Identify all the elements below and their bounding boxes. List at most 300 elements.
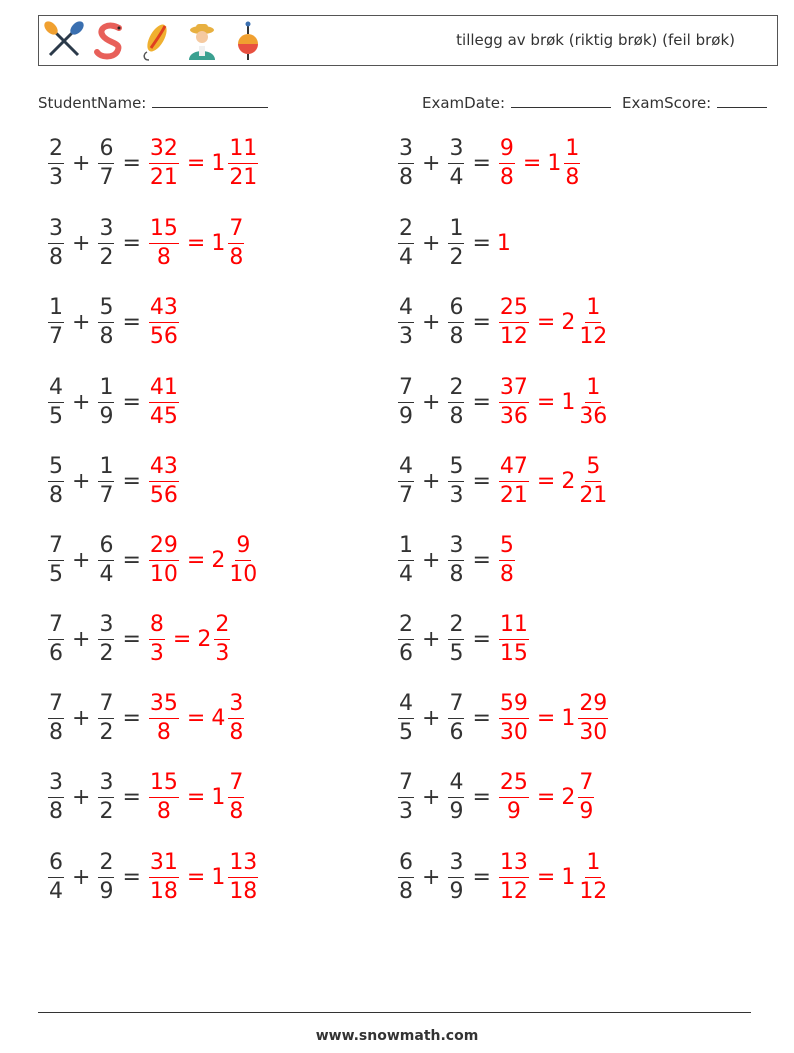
- answer-mixed-fraction: [228, 215, 244, 270]
- plus-sign: +: [72, 547, 91, 573]
- addend-b-denominator: 2: [99, 798, 114, 824]
- answer-improper-fraction: [499, 690, 529, 745]
- student-name-field[interactable]: [38, 92, 268, 112]
- answer-equals-sign: =: [536, 784, 556, 810]
- answer-mixed-fraction-numerator: 1: [585, 852, 601, 878]
- addend-b-denominator: 8: [449, 561, 464, 587]
- addend-a-numerator: 4: [48, 377, 64, 403]
- problem-row: [46, 449, 181, 513]
- addend-b: [98, 532, 114, 587]
- problem-row: [396, 211, 511, 275]
- addend-b-numerator: 2: [448, 377, 464, 403]
- addend-a: [48, 135, 64, 190]
- problem-row: [46, 211, 246, 275]
- answer: [147, 849, 260, 904]
- answer-improper-fraction-numerator: 25: [499, 297, 529, 323]
- equals-sign: =: [472, 784, 491, 810]
- addend-a: [48, 690, 64, 745]
- answer-improper-fraction-numerator: 43: [149, 297, 179, 323]
- answer-improper-fraction: [499, 453, 529, 508]
- addend-b: [98, 294, 114, 349]
- answer-mixed-fraction-denominator: 9: [579, 798, 594, 824]
- addend-b-denominator: 7: [99, 164, 114, 190]
- equals-sign: =: [472, 150, 491, 176]
- equals-sign: =: [472, 309, 491, 335]
- plus-sign: +: [422, 547, 441, 573]
- answer-mixed-fraction-numerator: 1: [585, 297, 601, 323]
- plus-sign: +: [422, 230, 441, 256]
- addend-b-numerator: 5: [448, 456, 464, 482]
- answer-equals-sign: =: [186, 705, 206, 731]
- addend-b-numerator: 7: [448, 693, 464, 719]
- addend-b-numerator: 1: [448, 218, 464, 244]
- addend-b-denominator: 6: [449, 719, 464, 745]
- answer: [147, 135, 260, 190]
- equals-sign: =: [122, 547, 141, 573]
- answer-mixed-whole: 2: [561, 784, 576, 810]
- addend-b-numerator: 6: [98, 535, 114, 561]
- addend-a: [48, 374, 64, 429]
- answer-improper-fraction-numerator: 47: [499, 456, 529, 482]
- answer-mixed-fraction: [214, 611, 230, 666]
- answer-improper-fraction-denominator: 36: [499, 403, 528, 429]
- answer-mixed-fraction-numerator: 3: [228, 693, 244, 719]
- addend-a-denominator: 4: [49, 878, 63, 904]
- answer: [497, 769, 596, 824]
- equals-sign: =: [122, 150, 141, 176]
- addend-a-numerator: 6: [398, 852, 414, 878]
- addend-b-denominator: 4: [449, 164, 464, 190]
- addend-a: [398, 849, 414, 904]
- addend-b-numerator: 2: [98, 852, 114, 878]
- plus-sign: +: [422, 150, 441, 176]
- answer-improper-fraction-numerator: 8: [149, 614, 165, 640]
- answer-equals-sign: =: [186, 784, 206, 810]
- answer-improper-fraction: [149, 453, 179, 508]
- answer-improper-fraction-numerator: 25: [499, 772, 529, 798]
- answer-improper-fraction-numerator: 5: [499, 535, 515, 561]
- addend-a-denominator: 4: [399, 561, 413, 587]
- answer-improper-fraction: [149, 849, 179, 904]
- answer-equals-sign: =: [186, 230, 206, 256]
- addend-a-numerator: 4: [398, 456, 414, 482]
- addend-a-numerator: 7: [48, 535, 64, 561]
- addend-b: [98, 453, 114, 508]
- answer-improper-fraction: [149, 690, 179, 745]
- addend-a-numerator: 7: [48, 614, 64, 640]
- addend-b-denominator: 8: [449, 323, 464, 349]
- answer-mixed-fraction: [228, 849, 258, 904]
- answer: [147, 294, 181, 349]
- addend-b-numerator: 1: [98, 377, 114, 403]
- answer-equals-sign: =: [536, 864, 556, 890]
- addend-a: [398, 690, 414, 745]
- addend-b-denominator: 2: [99, 640, 114, 666]
- plus-sign: +: [72, 150, 91, 176]
- answer-improper-fraction-denominator: 12: [499, 878, 528, 904]
- answer-improper-fraction-denominator: 8: [156, 798, 171, 824]
- addend-a: [48, 532, 64, 587]
- addend-a-numerator: 1: [398, 535, 414, 561]
- student-name-label: StudentName:: [38, 94, 147, 112]
- addend-b-denominator: 2: [99, 719, 114, 745]
- answer-improper-fraction-numerator: 41: [149, 377, 179, 403]
- answer-improper-fraction-denominator: 56: [149, 482, 178, 508]
- answer-improper-fraction: [149, 769, 179, 824]
- addend-b-numerator: 3: [448, 138, 464, 164]
- answer-equals-sign: =: [536, 468, 556, 494]
- answer-mixed-fraction-numerator: 9: [235, 535, 251, 561]
- exam-score-label: ExamScore:: [622, 94, 712, 112]
- plus-sign: +: [422, 864, 441, 890]
- exam-date-field[interactable]: [422, 92, 611, 112]
- addend-b: [448, 374, 464, 429]
- equals-sign: =: [472, 547, 491, 573]
- addend-b: [448, 453, 464, 508]
- answer-mixed-fraction: [228, 690, 244, 745]
- answer-mixed-whole: 1: [561, 864, 576, 890]
- problem-row: [46, 528, 260, 592]
- answer: [497, 135, 582, 190]
- addend-b: [98, 769, 114, 824]
- equals-sign: =: [122, 309, 141, 335]
- problem-row: [396, 686, 610, 750]
- addend-a: [48, 849, 64, 904]
- answer-improper-fraction-denominator: 8: [499, 561, 514, 587]
- answer-improper-fraction-numerator: 31: [149, 852, 179, 878]
- addend-a: [48, 294, 64, 349]
- answer-improper-fraction-numerator: 35: [149, 693, 179, 719]
- worksheet-title: tillegg av brøk (riktig brøk) (feil brøk): [456, 31, 735, 49]
- answer-equals-sign: =: [172, 626, 192, 652]
- addend-a-numerator: 6: [48, 852, 64, 878]
- answer-mixed-fraction: [578, 453, 608, 508]
- addend-a-denominator: 6: [399, 640, 413, 666]
- answer-mixed-fraction: [578, 849, 608, 904]
- addend-a: [398, 135, 414, 190]
- answer-equals-sign: =: [186, 547, 206, 573]
- answer-improper-fraction-denominator: 21: [149, 164, 178, 190]
- addend-a-numerator: 7: [48, 693, 64, 719]
- answer: [497, 611, 531, 666]
- addend-a-denominator: 8: [49, 244, 63, 270]
- addend-a-numerator: 1: [48, 297, 64, 323]
- equals-sign: =: [472, 864, 491, 890]
- fishing-float-icon: [227, 20, 269, 62]
- answer-improper-fraction-denominator: 8: [156, 244, 171, 270]
- answer-mixed-fraction-denominator: 21: [579, 482, 608, 508]
- answer: [497, 453, 610, 508]
- addend-a-numerator: 2: [48, 138, 64, 164]
- addend-b-denominator: 9: [99, 403, 114, 429]
- answer-mixed-fraction-numerator: 1: [585, 377, 601, 403]
- addend-b: [98, 135, 114, 190]
- answer-mixed-whole: 1: [211, 784, 226, 810]
- addend-b: [448, 769, 464, 824]
- answer-equals-sign: =: [522, 150, 542, 176]
- answer-mixed-whole: 1: [211, 864, 226, 890]
- addend-a-numerator: 4: [398, 693, 414, 719]
- answer-mixed-fraction-numerator: 7: [228, 218, 244, 244]
- answer-mixed-whole: 2: [561, 309, 576, 335]
- addend-a-denominator: 7: [49, 323, 63, 349]
- addend-a: [48, 611, 64, 666]
- addend-b: [448, 849, 464, 904]
- answer-improper-fraction: [149, 374, 179, 429]
- answer-improper-fraction: [149, 135, 179, 190]
- addend-b-denominator: 8: [99, 323, 114, 349]
- plus-sign: +: [422, 705, 441, 731]
- answer-improper-fraction: [149, 532, 179, 587]
- addend-a-denominator: 5: [49, 561, 63, 587]
- addend-a-numerator: 2: [398, 218, 414, 244]
- plus-sign: +: [72, 864, 91, 890]
- problem-row: [396, 528, 517, 592]
- addend-b-denominator: 7: [99, 482, 114, 508]
- addend-b-denominator: 8: [449, 403, 464, 429]
- addend-b: [448, 135, 464, 190]
- addend-b: [448, 611, 464, 666]
- addend-b-denominator: 9: [449, 878, 464, 904]
- answer-mixed-fraction: [578, 294, 608, 349]
- problem-row: [396, 845, 610, 909]
- answer-mixed-fraction-numerator: 29: [578, 693, 608, 719]
- addend-a-numerator: 2: [398, 614, 414, 640]
- answer: [497, 294, 610, 349]
- addend-a-denominator: 3: [399, 323, 413, 349]
- equals-sign: =: [472, 468, 491, 494]
- answer-equals-sign: =: [536, 705, 556, 731]
- addend-a: [398, 215, 414, 270]
- answer-improper-fraction-numerator: 43: [149, 456, 179, 482]
- answer-mixed-whole: 4: [211, 705, 226, 731]
- answer-equals-sign: =: [536, 389, 556, 415]
- plus-sign: +: [72, 705, 91, 731]
- addend-b: [98, 849, 114, 904]
- answer-mixed-fraction-numerator: 13: [228, 852, 258, 878]
- addend-b-denominator: 2: [449, 244, 464, 270]
- addend-b: [448, 215, 464, 270]
- equals-sign: =: [472, 626, 491, 652]
- answer-mixed-fraction-numerator: 7: [228, 772, 244, 798]
- answer-improper-fraction-denominator: 8: [156, 719, 171, 745]
- answer-improper-fraction: [499, 849, 529, 904]
- answer-improper-fraction-numerator: 59: [499, 693, 529, 719]
- answer-mixed-fraction: [578, 374, 608, 429]
- addend-b-numerator: 3: [98, 772, 114, 798]
- addend-a: [398, 294, 414, 349]
- addend-b-denominator: 9: [449, 798, 464, 824]
- addend-a-numerator: 3: [48, 772, 64, 798]
- addend-a-numerator: 3: [398, 138, 414, 164]
- equals-sign: =: [122, 705, 141, 731]
- answer-mixed-whole: 1: [211, 150, 226, 176]
- addend-b-numerator: 3: [98, 614, 114, 640]
- answer-mixed-fraction-denominator: 36: [579, 403, 608, 429]
- answer-improper-fraction-denominator: 3: [149, 640, 164, 666]
- answer-mixed-fraction-numerator: 7: [578, 772, 594, 798]
- addend-a-numerator: 3: [48, 218, 64, 244]
- answer-mixed-fraction-denominator: 12: [579, 323, 608, 349]
- answer: [147, 215, 246, 270]
- answer-improper-fraction-numerator: 29: [149, 535, 179, 561]
- addend-b-numerator: 6: [98, 138, 114, 164]
- answer-improper-fraction-denominator: 56: [149, 323, 178, 349]
- problem-row: [46, 131, 260, 195]
- answer-mixed-fraction-denominator: 8: [229, 719, 244, 745]
- equals-sign: =: [122, 230, 141, 256]
- answer-improper-fraction-numerator: 37: [499, 377, 529, 403]
- answer-mixed-whole: 2: [561, 468, 576, 494]
- answer-mixed-fraction-denominator: 18: [229, 878, 258, 904]
- addend-b: [98, 611, 114, 666]
- problem-row: [46, 765, 246, 829]
- addend-b: [448, 532, 464, 587]
- addend-b-numerator: 3: [448, 535, 464, 561]
- answer-improper-fraction-denominator: 21: [499, 482, 528, 508]
- problem-row: [46, 845, 260, 909]
- answer-improper-fraction: [499, 374, 529, 429]
- answer-improper-fraction: [149, 215, 179, 270]
- exam-score-line[interactable]: [717, 92, 767, 108]
- addend-b-denominator: 5: [449, 640, 464, 666]
- answer-mixed-whole: 1: [561, 705, 576, 731]
- plus-sign: +: [422, 626, 441, 652]
- problem-row: [396, 449, 610, 513]
- answer-improper-fraction-denominator: 8: [499, 164, 514, 190]
- addend-a-denominator: 8: [49, 798, 63, 824]
- answer-improper-fraction-numerator: 13: [499, 852, 529, 878]
- addend-b: [98, 374, 114, 429]
- answer-equals-sign: =: [186, 864, 206, 890]
- answer: [497, 532, 517, 587]
- exam-date-line[interactable]: [511, 92, 611, 108]
- student-name-line[interactable]: [152, 92, 268, 108]
- equals-sign: =: [122, 389, 141, 415]
- plus-sign: +: [422, 784, 441, 810]
- addend-b: [98, 690, 114, 745]
- answer: [147, 769, 246, 824]
- answer-mixed-fraction-denominator: 8: [229, 798, 244, 824]
- oars-icon: [43, 20, 85, 62]
- answer-mixed-fraction-numerator: 5: [585, 456, 601, 482]
- answer-improper-fraction-denominator: 45: [149, 403, 178, 429]
- plus-sign: +: [72, 230, 91, 256]
- problem-row: [46, 607, 232, 671]
- answer-mixed-fraction-denominator: 12: [579, 878, 608, 904]
- addend-a: [398, 532, 414, 587]
- answer-improper-fraction: [499, 294, 529, 349]
- answer-improper-fraction-numerator: 9: [499, 138, 515, 164]
- addend-b-denominator: 9: [99, 878, 114, 904]
- addend-a-denominator: 5: [399, 719, 413, 745]
- answer-improper-fraction-numerator: 11: [499, 614, 529, 640]
- addend-a-numerator: 7: [398, 377, 414, 403]
- answer-mixed-fraction: [228, 769, 244, 824]
- answer: [497, 849, 610, 904]
- answer-improper-fraction: [149, 294, 179, 349]
- worm-icon: [89, 20, 131, 62]
- answer-whole: 1: [496, 230, 511, 256]
- equals-sign: =: [122, 626, 141, 652]
- answer: [147, 611, 232, 666]
- footer-divider: [38, 1012, 751, 1013]
- equals-sign: =: [122, 784, 141, 810]
- addend-a-denominator: 8: [399, 164, 413, 190]
- answer-mixed-whole: 1: [561, 389, 576, 415]
- addend-b-numerator: 5: [98, 297, 114, 323]
- answer-mixed-fraction-denominator: 3: [215, 640, 230, 666]
- addend-a: [48, 215, 64, 270]
- equals-sign: =: [122, 864, 141, 890]
- answer-mixed-fraction: [578, 690, 608, 745]
- addend-a-denominator: 3: [399, 798, 413, 824]
- answer: [497, 231, 511, 256]
- problem-row: [396, 370, 610, 434]
- addend-a-denominator: 4: [399, 244, 413, 270]
- answer-equals-sign: =: [186, 150, 206, 176]
- answer-improper-fraction-numerator: 32: [149, 138, 179, 164]
- answer-mixed-fraction-numerator: 2: [214, 614, 230, 640]
- plus-sign: +: [72, 626, 91, 652]
- addend-b-numerator: 6: [448, 297, 464, 323]
- answer-improper-fraction-denominator: 12: [499, 323, 528, 349]
- addend-b-numerator: 3: [98, 218, 114, 244]
- answer-mixed-fraction-numerator: 11: [228, 138, 258, 164]
- answer-mixed-fraction: [564, 135, 580, 190]
- addend-b-denominator: 3: [449, 482, 464, 508]
- plus-sign: +: [72, 784, 91, 810]
- header-icons: [43, 20, 269, 62]
- answer-mixed-fraction-numerator: 1: [564, 138, 580, 164]
- answer-improper-fraction-denominator: 10: [149, 561, 178, 587]
- answer-mixed-fraction-denominator: 8: [565, 164, 580, 190]
- addend-a: [398, 374, 414, 429]
- answer-improper-fraction: [499, 611, 529, 666]
- problem-row: [396, 607, 531, 671]
- addend-a-denominator: 6: [49, 640, 63, 666]
- answer-improper-fraction-numerator: 15: [149, 772, 179, 798]
- answer-improper-fraction-denominator: 9: [506, 798, 521, 824]
- worksheet-header: [38, 15, 778, 66]
- answer-mixed-fraction-denominator: 8: [229, 244, 244, 270]
- plus-sign: +: [72, 309, 91, 335]
- answer-mixed-fraction-denominator: 30: [579, 719, 608, 745]
- answer-mixed-fraction: [228, 135, 258, 190]
- equals-sign: =: [472, 230, 491, 256]
- answer-mixed-whole: 2: [211, 547, 226, 573]
- addend-a: [398, 769, 414, 824]
- equals-sign: =: [472, 705, 491, 731]
- addend-a-denominator: 8: [399, 878, 413, 904]
- answer-equals-sign: =: [536, 309, 556, 335]
- addend-a: [48, 769, 64, 824]
- exam-date-label: ExamDate:: [422, 94, 506, 112]
- problem-row: [46, 370, 181, 434]
- addend-b-numerator: 3: [448, 852, 464, 878]
- addend-b-denominator: 2: [99, 244, 114, 270]
- addend-a: [398, 453, 414, 508]
- addend-b: [448, 294, 464, 349]
- answer: [497, 374, 610, 429]
- addend-b-numerator: 2: [448, 614, 464, 640]
- addend-b: [98, 215, 114, 270]
- answer-mixed-whole: 1: [547, 150, 562, 176]
- exam-score-field[interactable]: [622, 92, 767, 112]
- answer-improper-fraction: [149, 611, 165, 666]
- plus-sign: +: [422, 468, 441, 494]
- answer-improper-fraction: [499, 135, 515, 190]
